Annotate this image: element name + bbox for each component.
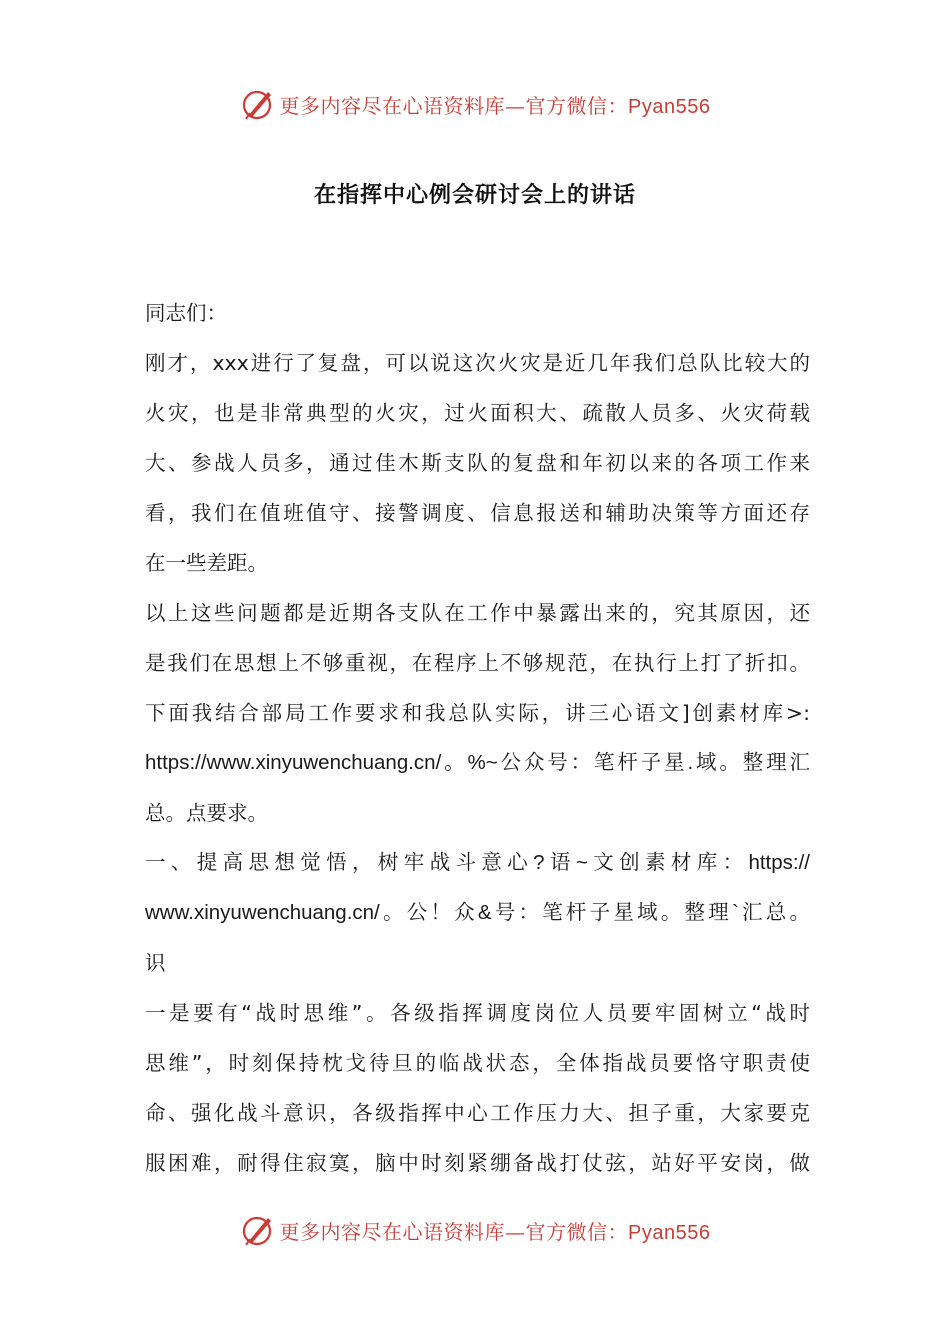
text-line: 刚才，xxx进行了复盘，可以说这次火灾是近几年我们总队比较大的: [145, 351, 810, 375]
text-line: 同志们：: [145, 301, 227, 325]
banner-text: 更多内容尽在心语资料库: [279, 93, 506, 118]
quill-logo-icon: [240, 86, 276, 122]
text-line: 看，我们在值班值守、接警调度、信息报送和辅助决策等方面还存: [145, 501, 810, 525]
text-line: 火灾，也是非常典型的火灾，过火面积大、疏散人员多、火灾荷载: [145, 401, 810, 425]
text-line: www.xinyuwenchuang.cn/。公！众&号：笔杆子星域。整理`汇总。: [145, 901, 810, 924]
banner-dash: —: [505, 93, 526, 118]
banner-text: 更多内容尽在心语资料库: [279, 1219, 506, 1244]
text-line: 大、参战人员多，通过佳木斯支队的复盘和年初以来的各项工作来: [145, 451, 810, 475]
text-line: 识: [145, 951, 166, 975]
banner-wechat-id: Pyan556: [628, 95, 711, 118]
text-line: 是我们在思想上不够重视，在程序上不够规范，在执行上打了折扣。: [145, 651, 810, 675]
banner-dash: —: [505, 1219, 526, 1244]
header-banner: [0, 82, 950, 126]
document-title: 在指挥中心例会研讨会上的讲话: [313, 183, 636, 208]
text-line: 思维”，时刻保持枕戈待旦的临战状态，全体指战员要恪守职责使: [145, 1051, 810, 1075]
text-line: 以上这些问题都是近期各支队在工作中暴露出来的，究其原因，还: [145, 601, 810, 625]
text-line: 在一些差距。: [145, 551, 268, 575]
text-line: 一、提高思想觉悟，树牢战斗意心?语~文创素材库：https://: [145, 851, 810, 874]
text-line: 服困难，耐得住寂寞，脑中时刻紧绷备战打仗弦，站好平安岗，做: [145, 1151, 810, 1175]
banner-wechat-label: 官方微信：: [525, 1219, 629, 1244]
banner-wechat-label: 官方微信：: [525, 93, 629, 118]
text-line: 命、强化战斗意识，各级指挥中心工作压力大、担子重，大家要克: [145, 1101, 810, 1125]
document-body: [145, 292, 810, 1192]
text-line: 一是要有“战时思维”。各级指挥调度岗位人员要牢固树立“战时: [145, 1001, 810, 1025]
quill-logo-icon: [240, 1212, 276, 1248]
text-line: 下面我结合部局工作要求和我总队实际，讲三心语文]创素材库>:: [145, 701, 810, 725]
banner-wechat-id: Pyan556: [628, 1221, 711, 1244]
text-line: 总。点要求。: [145, 801, 268, 825]
footer-banner: [0, 1208, 950, 1252]
text-line: https://www.xinyuwenchuang.cn/。%~公众号：笔杆子星.域。整理汇: [145, 751, 810, 774]
